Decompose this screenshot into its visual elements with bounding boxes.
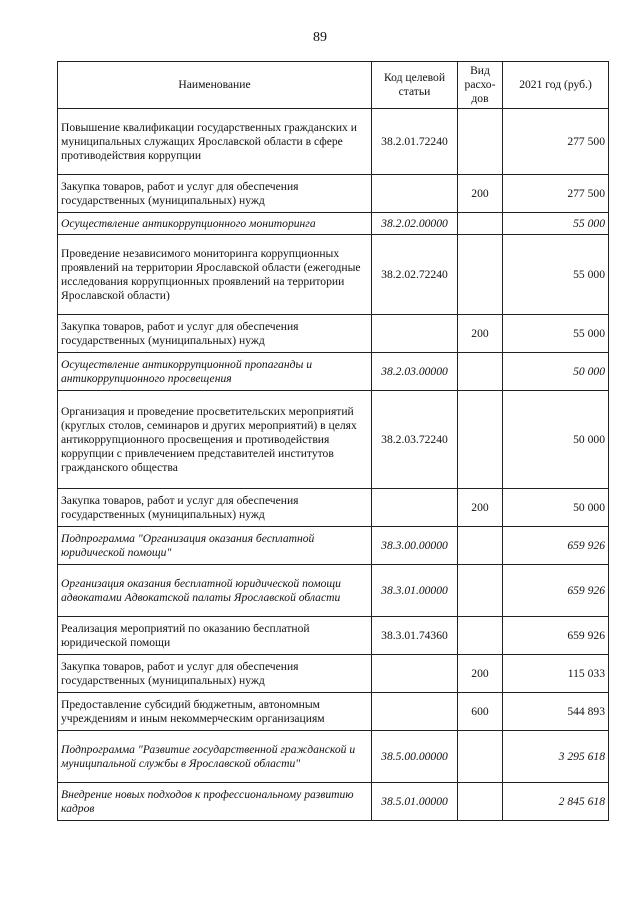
table-row — [58, 783, 609, 821]
cell-name: Предоставление субсидий бюджетным, автономным учреждениям и иным некоммерческим организациям — [58, 693, 372, 731]
cell-name: Осуществление антикоррупционной пропаганды и антикоррупционного просвещения — [58, 353, 372, 391]
cell-name: Организация оказания бесплатной юридической помощи адвокатами Адвокатской палаты Ярославской области — [58, 565, 372, 617]
table-row — [58, 315, 609, 353]
cell-amount: 544 893 — [503, 693, 609, 731]
cell-code: 38.3.01.00000 — [372, 565, 458, 617]
cell-name: Организация и проведение просветительских мероприятий (круглых столов, семинаров и других мероприятий) в целях антикоррупционного просвещения и противодействия коррупции с привлечением представителей институтов гражданского общества — [58, 391, 372, 489]
table-row — [58, 391, 609, 489]
cell-name: Внедрение новых подходов к профессиональному развитию кадров — [58, 783, 372, 821]
cell-kind — [458, 213, 503, 235]
table-row — [58, 235, 609, 315]
cell-code: 38.3.00.00000 — [372, 527, 458, 565]
cell-kind: 600 — [458, 693, 503, 731]
cell-code — [372, 693, 458, 731]
cell-amount: 50 000 — [503, 391, 609, 489]
cell-kind — [458, 391, 503, 489]
cell-name: Осуществление антикоррупционного мониторинга — [58, 213, 372, 235]
cell-code — [372, 175, 458, 213]
cell-kind: 200 — [458, 175, 503, 213]
cell-code: 38.2.01.72240 — [372, 109, 458, 175]
header-amount: 2021 год (руб.) — [503, 62, 609, 109]
table-body — [58, 109, 609, 821]
cell-code: 38.5.01.00000 — [372, 783, 458, 821]
cell-amount: 659 926 — [503, 617, 609, 655]
cell-amount: 659 926 — [503, 565, 609, 617]
cell-kind — [458, 783, 503, 821]
budget-table — [57, 61, 609, 821]
table-row — [58, 109, 609, 175]
cell-amount: 50 000 — [503, 489, 609, 527]
table-row — [58, 213, 609, 235]
cell-name: Закупка товаров, работ и услуг для обеспечения государственных (муниципальных) нужд — [58, 489, 372, 527]
cell-amount: 115 033 — [503, 655, 609, 693]
cell-kind — [458, 565, 503, 617]
cell-code: 38.2.02.00000 — [372, 213, 458, 235]
cell-code: 38.3.01.74360 — [372, 617, 458, 655]
table-row — [58, 527, 609, 565]
cell-name: Подпрограмма "Организация оказания бесплатной юридической помощи" — [58, 527, 372, 565]
cell-code — [372, 489, 458, 527]
cell-name: Подпрограмма "Развитие государственной гражданской и муниципальной службы в Ярославской области" — [58, 731, 372, 783]
cell-name: Закупка товаров, работ и услуг для обеспечения государственных (муниципальных) нужд — [58, 175, 372, 213]
cell-amount: 277 500 — [503, 175, 609, 213]
cell-code — [372, 315, 458, 353]
cell-amount: 55 000 — [503, 213, 609, 235]
cell-code — [372, 655, 458, 693]
cell-kind — [458, 731, 503, 783]
cell-name: Закупка товаров, работ и услуг для обеспечения государственных (муниципальных) нужд — [58, 315, 372, 353]
cell-code: 38.2.02.72240 — [372, 235, 458, 315]
header-name: Наименование — [58, 62, 372, 109]
cell-kind — [458, 527, 503, 565]
cell-kind: 200 — [458, 655, 503, 693]
cell-kind — [458, 109, 503, 175]
table-row — [58, 617, 609, 655]
table-row — [58, 731, 609, 783]
table-row — [58, 175, 609, 213]
cell-name: Реализация мероприятий по оказанию бесплатной юридической помощи — [58, 617, 372, 655]
cell-amount: 55 000 — [503, 315, 609, 353]
header-kind: Вид расхо-дов — [458, 62, 503, 109]
cell-kind: 200 — [458, 489, 503, 527]
cell-amount: 3 295 618 — [503, 731, 609, 783]
cell-kind — [458, 235, 503, 315]
cell-amount: 55 000 — [503, 235, 609, 315]
cell-code: 38.2.03.72240 — [372, 391, 458, 489]
cell-amount: 277 500 — [503, 109, 609, 175]
table-row — [58, 655, 609, 693]
table-header-row — [58, 62, 609, 109]
cell-amount: 50 000 — [503, 353, 609, 391]
header-code: Код целевой статьи — [372, 62, 458, 109]
table-row — [58, 353, 609, 391]
cell-name: Закупка товаров, работ и услуг для обеспечения государственных (муниципальных) нужд — [58, 655, 372, 693]
cell-code: 38.2.03.00000 — [372, 353, 458, 391]
cell-name: Проведение независимого мониторинга коррупционных проявлений на территории Ярославской области (ежегодные исследования коррупционных проявлений на территории Ярославской области) — [58, 235, 372, 315]
cell-kind — [458, 353, 503, 391]
table-row — [58, 565, 609, 617]
cell-amount: 2 845 618 — [503, 783, 609, 821]
cell-code: 38.5.00.00000 — [372, 731, 458, 783]
cell-kind: 200 — [458, 315, 503, 353]
table-row — [58, 693, 609, 731]
table-row — [58, 489, 609, 527]
cell-amount: 659 926 — [503, 527, 609, 565]
cell-name: Повышение квалификации государственных гражданских и муниципальных служащих Ярославской области в сфере противодействия коррупции — [58, 109, 372, 175]
page-number: 89 — [313, 30, 327, 45]
cell-kind — [458, 617, 503, 655]
